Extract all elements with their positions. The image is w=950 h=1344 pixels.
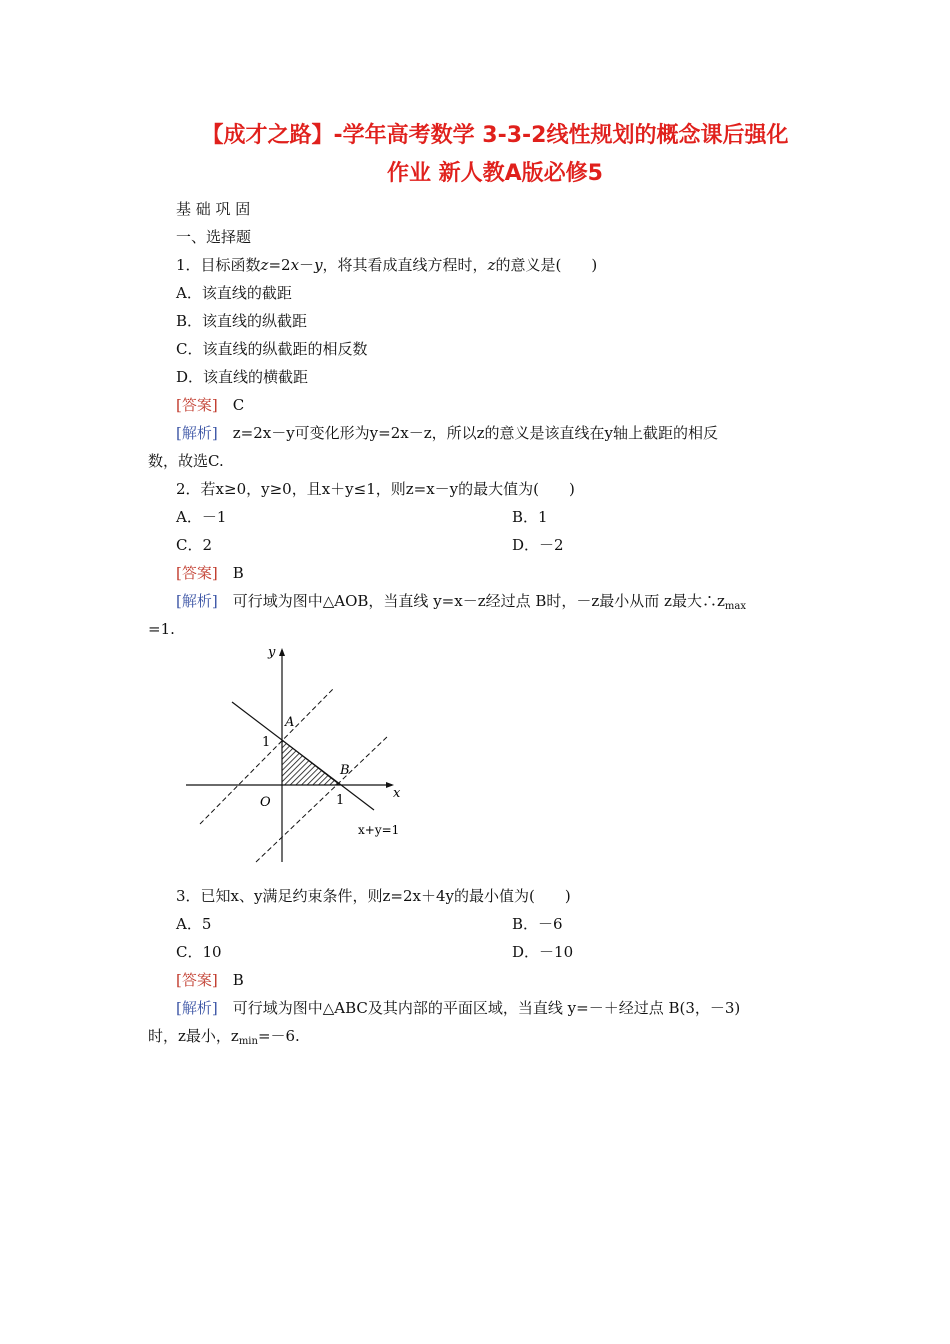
- q2-answer-value: B: [232, 564, 244, 582]
- q2-option-c: C．2: [176, 536, 213, 554]
- label-B: B: [340, 763, 350, 778]
- q1-num: 1．目标函数: [176, 256, 261, 274]
- q1-answer: [176, 395, 244, 415]
- q2-analysis-sub: max: [724, 601, 746, 612]
- q3-option-d: D．－10: [512, 943, 574, 961]
- q2-analysis-text: 可行域为图中△AOB，当直线 y=x－z经过点 B时，－z最小从而 z最大∴z: [232, 592, 725, 610]
- q3-stem: 3．已知x、y满足约束条件，则z=2x＋4y的最小值为( ): [176, 887, 571, 905]
- title-line-1: 【成才之路】-学年高考数学 3-3-2线性规划的概念课后强化: [201, 123, 789, 148]
- q1-end: 的意义是( ): [495, 256, 598, 274]
- q3-analysis-text: 可行域为图中△ABC及其内部的平面区域，当直线 y=－＋经过点 B(3，－3): [232, 999, 741, 1017]
- q3-analysis-cont-a: 时，z最小，z: [148, 1027, 239, 1045]
- q1-analysis: [176, 423, 718, 443]
- q3-analysis: [176, 998, 740, 1018]
- q1-answer-value: C: [232, 396, 245, 414]
- q3-option-a: A．5: [176, 915, 212, 933]
- q2-answer-tag: [答案]: [176, 564, 218, 582]
- q1-analysis-cont: 数，故选C.: [148, 452, 224, 470]
- q2-option-a: A．－1: [176, 508, 227, 526]
- q2-stem: 2．若x≥0，y≥0，且x＋y≤1，则z=x－y的最大值为( ): [176, 480, 575, 498]
- q1-stem: [176, 255, 597, 275]
- q3-answer-value: B: [232, 971, 244, 989]
- q2-analysis-cont: =1.: [148, 620, 175, 638]
- q1-analysis-tag: [解析]: [176, 424, 218, 442]
- q2-analysis: [176, 591, 746, 617]
- q1-option-b: B．该直线的纵截距: [176, 312, 308, 330]
- title-line-2: 作业 新人教A版必修5: [387, 161, 603, 186]
- y-axis-arrow: [279, 648, 285, 656]
- label-1-y: 1: [262, 735, 271, 750]
- dashed-line-lower: [256, 736, 388, 862]
- q3-answer: [176, 970, 244, 990]
- q1-z2: z: [487, 256, 496, 274]
- q3-analysis-sub: min: [238, 1036, 258, 1047]
- line-x-plus-y-eq-1: [232, 702, 374, 810]
- label-O: O: [260, 795, 271, 810]
- q3-option-b: B．－6: [512, 915, 563, 933]
- q1-z: z: [260, 256, 269, 274]
- label-1-x: 1: [336, 793, 345, 808]
- label-A: A: [285, 715, 295, 730]
- q1-y: y: [314, 256, 323, 274]
- q3-option-c: C．10: [176, 943, 222, 961]
- label-x: x: [393, 786, 401, 801]
- label-y: y: [268, 645, 276, 660]
- q1-option-d: D．该直线的横截距: [176, 368, 309, 386]
- q1-mid: ，将其看成直线方程时，: [322, 256, 488, 274]
- q1-option-a: A．该直线的截距: [176, 284, 292, 302]
- q3-answer-tag: [答案]: [176, 971, 218, 989]
- q2-option-d: D．－2: [512, 536, 564, 554]
- q1-minus: －: [299, 256, 315, 274]
- q2-analysis-tag: [解析]: [176, 592, 218, 610]
- section-choice: 一、选择题: [176, 228, 252, 246]
- q1-option-c: C．该直线的纵截距的相反数: [176, 340, 368, 358]
- q1-analysis-text: z=2x－y可变化形为y=2x－z，所以z的意义是该直线在y轴上截距的相反: [232, 424, 719, 442]
- q3-analysis-cont-b: =－6.: [257, 1027, 300, 1045]
- q1-x: x: [290, 256, 300, 274]
- q3-analysis-cont: [148, 1026, 300, 1052]
- q1-answer-tag: [答案]: [176, 396, 218, 414]
- q2-option-b: B．1: [512, 508, 548, 526]
- q3-analysis-tag: [解析]: [176, 999, 218, 1017]
- label-line-eq: x+y=1: [358, 823, 400, 837]
- q1-eq: =2: [268, 256, 291, 274]
- q2-answer: [176, 563, 244, 583]
- section-basic: 基 础 巩 固: [176, 200, 251, 218]
- feasible-region-graph: [180, 640, 410, 870]
